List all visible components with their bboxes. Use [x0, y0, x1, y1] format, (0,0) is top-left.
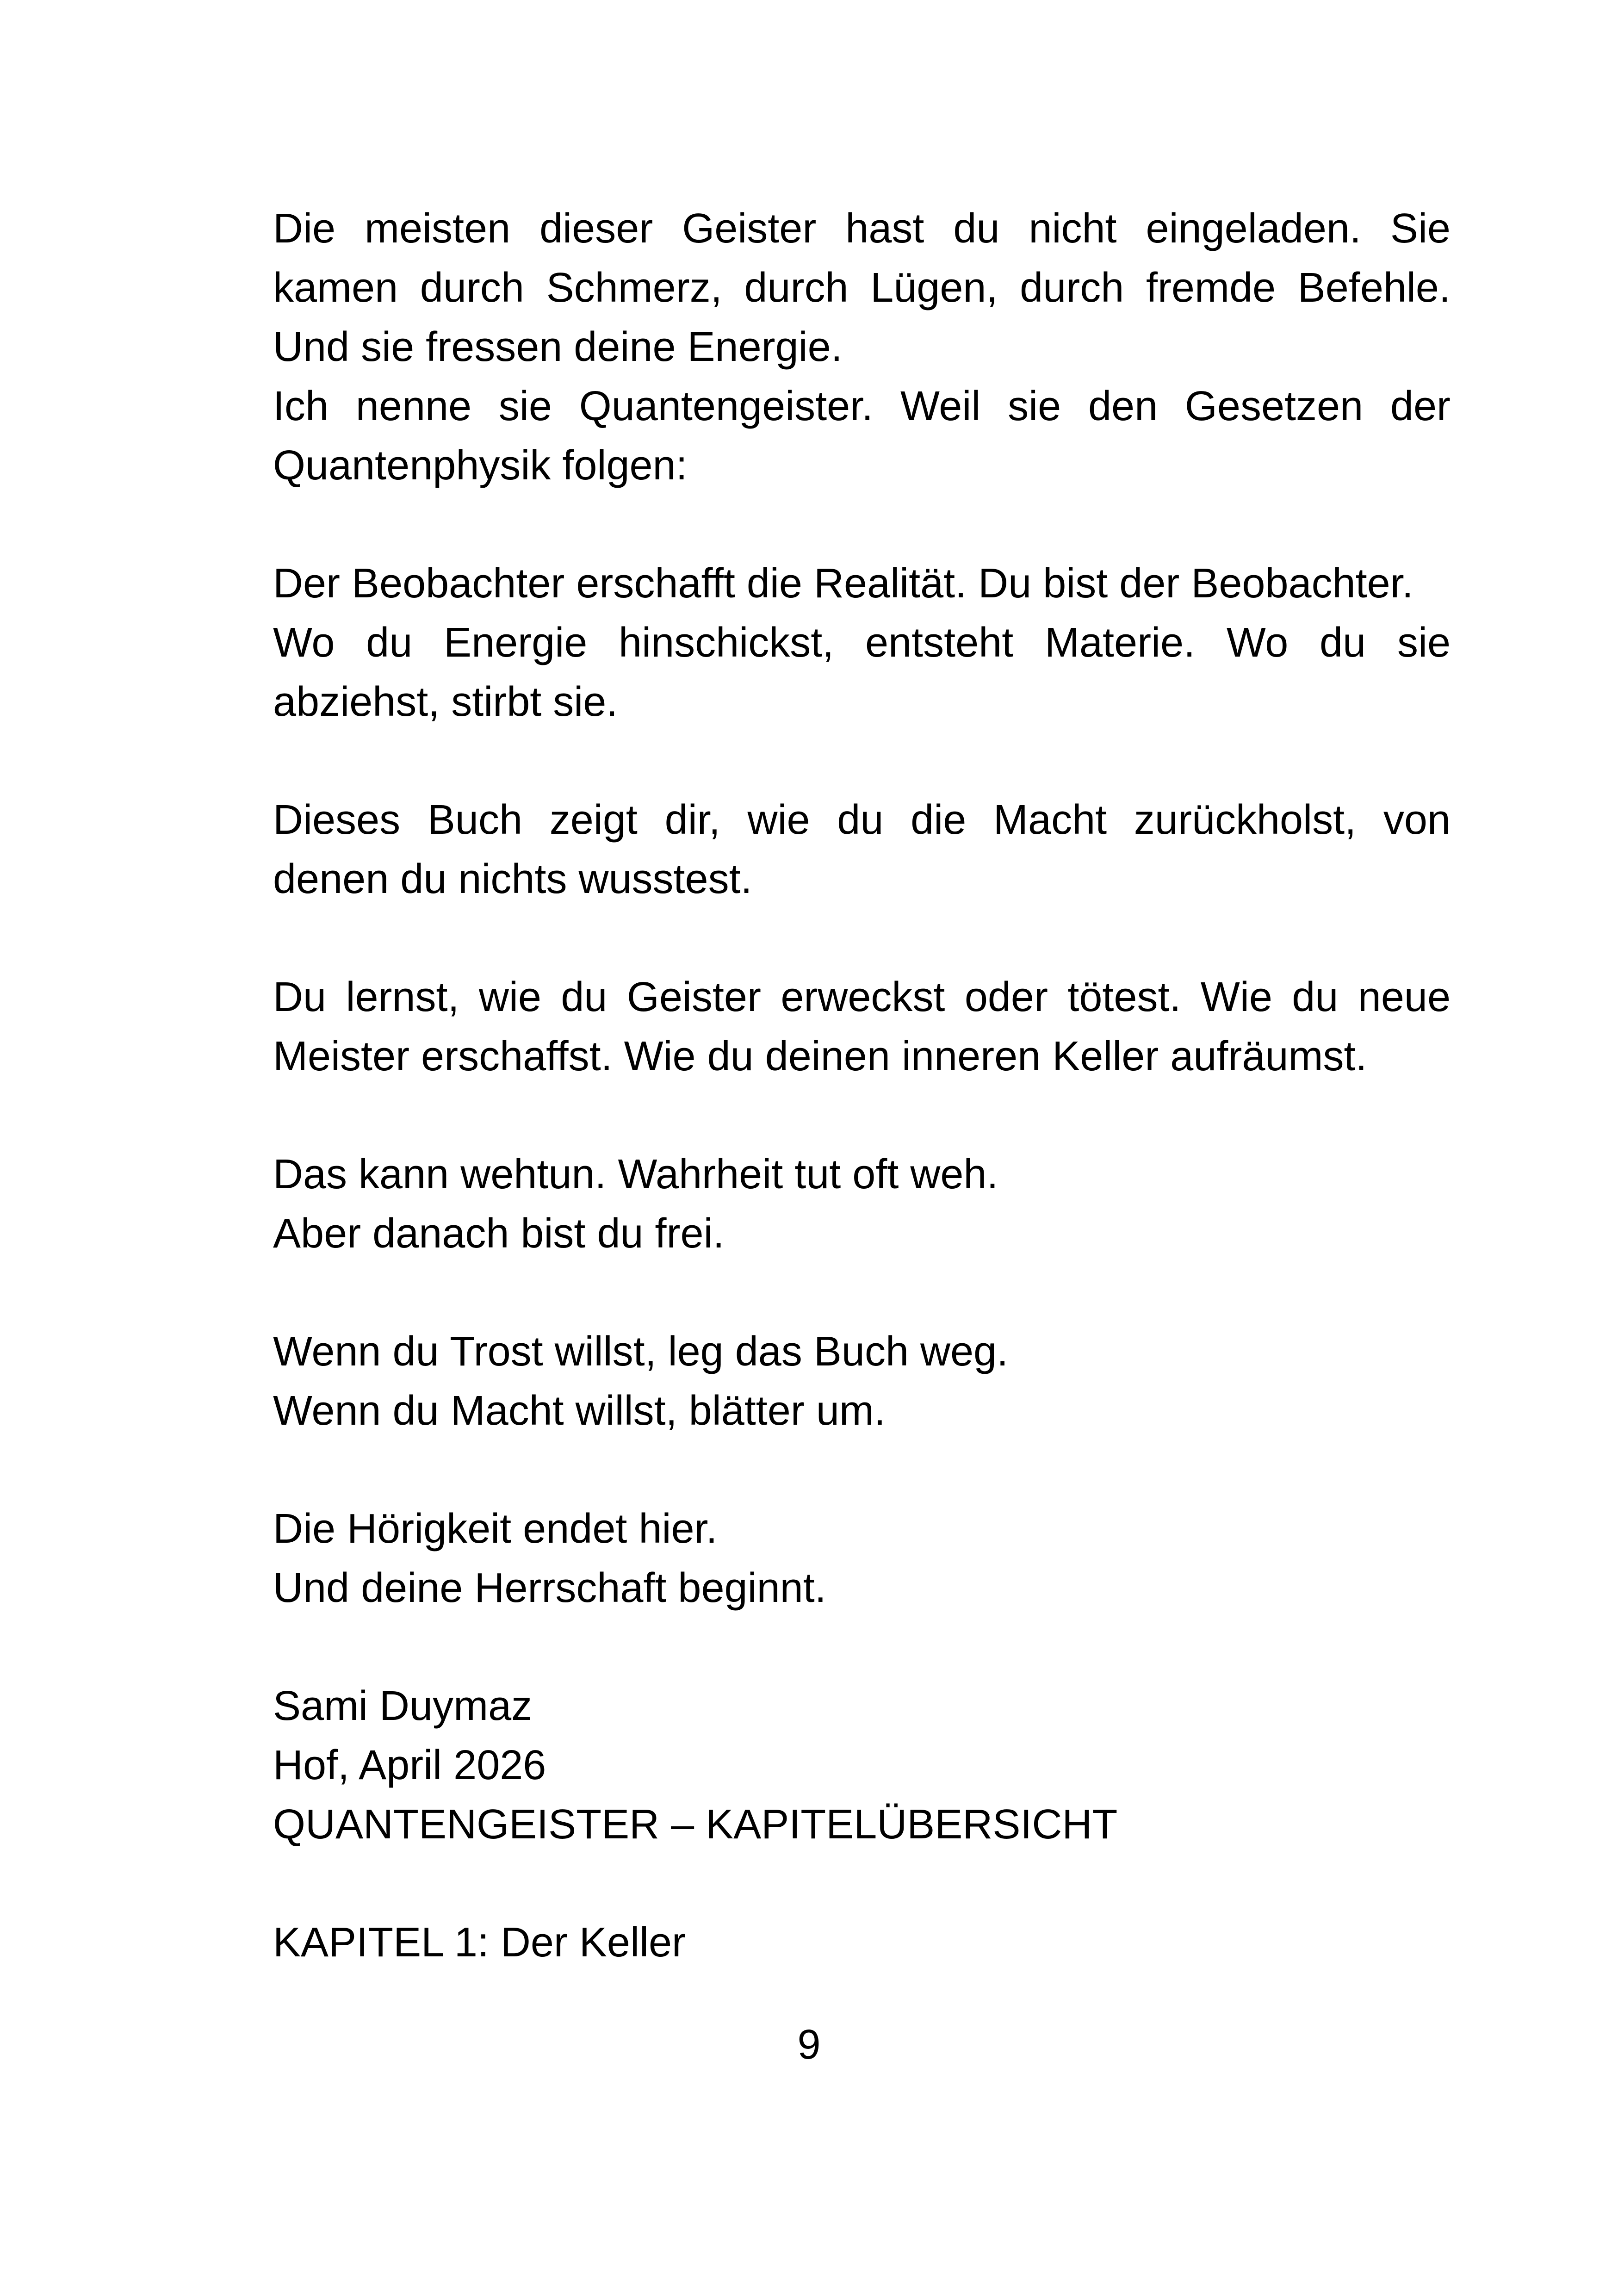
text-line: Aber danach bist du frei.: [273, 1210, 725, 1257]
place-date: Hof, April 2026: [273, 1742, 546, 1788]
text-line: denen du nichts wusstest.: [273, 856, 752, 902]
text-line: Wenn du Macht willst, blätter um.: [273, 1388, 886, 1434]
paragraph-chapter-list: [273, 1913, 1451, 1972]
text-line: abziehst, stirbt sie.: [273, 679, 618, 725]
chapter-overview-heading: QUANTENGEISTER – KAPITELÜBERSICHT: [273, 1801, 1118, 1848]
body-text: [273, 199, 1451, 2031]
text-line: Quantenphysik folgen:: [273, 442, 688, 489]
paragraph-geister-erwecken: [273, 968, 1451, 1086]
text-line: Und deine Herrschaft beginnt.: [273, 1565, 826, 1611]
paragraph-trost-macht: [273, 1322, 1451, 1440]
text-line: Wenn du Trost willst, leg das Buch weg.: [273, 1328, 1009, 1375]
paragraph-wahrheit: [273, 1145, 1451, 1263]
text-line: kamen durch Schmerz, durch Lügen, durch fremde Befehle.: [273, 265, 1451, 311]
text-line: Ich nenne sie Quantengeister. Weil sie den Gesetzen der: [273, 383, 1451, 429]
paragraph-hoerigkeit: [273, 1499, 1451, 1618]
paragraph-buch-macht: [273, 790, 1451, 909]
paragraph-beobachter: [273, 554, 1451, 732]
chapter-entry: KAPITEL 1: Der Keller: [273, 1919, 686, 1966]
text-line: Dieses Buch zeigt dir, wie du die Macht zurückholst, von: [273, 797, 1451, 843]
page-number: 9: [797, 2022, 821, 2068]
paragraph-signature-and-heading: [273, 1676, 1451, 1854]
text-line: Du lernst, wie du Geister erweckst oder tötest. Wie du neue: [273, 974, 1451, 1020]
text-line: Und sie fressen deine Energie.: [273, 324, 843, 370]
text-line: Die Hörigkeit endet hier.: [273, 1506, 718, 1552]
author-name: Sami Duymaz: [273, 1683, 533, 1729]
text-line: Das kann wehtun. Wahrheit tut oft weh.: [273, 1151, 998, 1198]
paragraph-quantengeister-intro: [273, 199, 1451, 495]
text-line: Meister erschaffst. Wie du deinen inneren Keller aufräumst.: [273, 1033, 1367, 1080]
text-line: Der Beobachter erschafft die Realität. Du bist der Beobachter.: [273, 560, 1413, 607]
text-line: Wo du Energie hinschickst, entsteht Materie. Wo du sie: [273, 620, 1451, 666]
text-line: Die meisten dieser Geister hast du nicht eingeladen. Sie: [273, 205, 1451, 252]
